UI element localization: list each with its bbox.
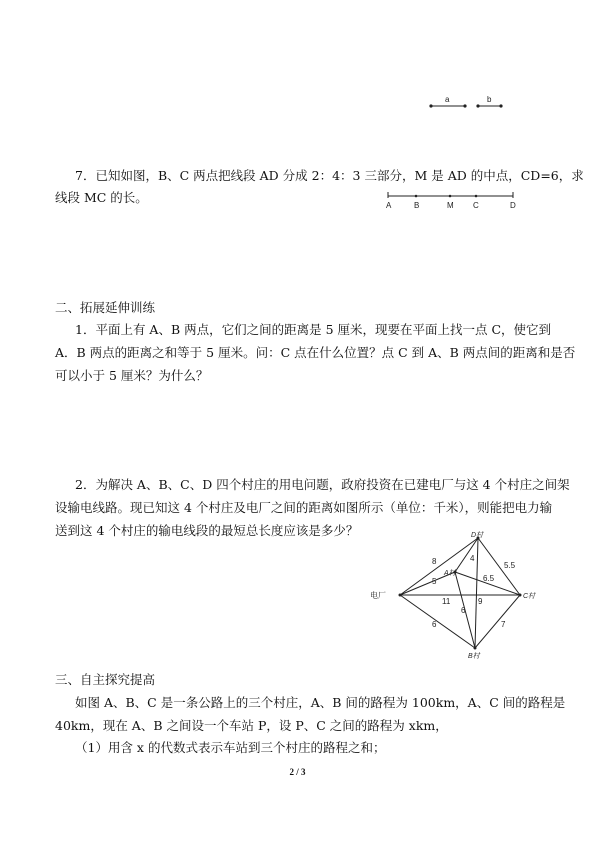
edge-label-plant-a: 5: [432, 577, 437, 586]
segment-ad-figure: [383, 190, 518, 212]
segment-a-label: a: [445, 95, 450, 104]
edge-label-d-b: 9: [478, 597, 483, 606]
s2-q2-line2: 设输电线路。现已知这 4 个村庄及电厂之间的距离如图所示（单位：千米），则能把电力输: [55, 500, 553, 515]
power-line-diagram: [370, 530, 555, 660]
page-number: 2 / 3: [289, 767, 306, 777]
s2-q2-line3: 送到这 4 个村庄的输电线段的最短总长度应该是多少？: [55, 523, 359, 538]
edge-label-d-c: 5.5: [504, 561, 516, 570]
s3-line3: （1）用含 x 的代数式表示车站到三个村庄的路程之和；: [75, 740, 386, 755]
edge-label-d-a: 4: [470, 554, 475, 563]
point-m-label: M: [447, 201, 454, 210]
point-c-label: C: [473, 201, 479, 210]
q7-line2: 线段 MC 的长。: [55, 190, 148, 205]
point-d-label: D: [510, 201, 516, 210]
section3-heading: 三、自主探究提高: [55, 672, 156, 687]
s2-q1-line2: A．B 两点的距离之和等于 5 厘米。问：C 点在什么位置？点 C 到 A、B 两点间的距离和是否: [55, 345, 576, 360]
edge-label-a-c: 6.5: [483, 574, 495, 583]
point-b-label: B: [414, 201, 420, 210]
s3-line1: 如图 A、B、C 是一条公路上的三个村庄，A、B 间的路程为 100km，A、C 间的路程是: [75, 695, 566, 710]
section2-heading: 二、拓展延伸训练: [55, 300, 156, 315]
village-b-label: B村: [468, 653, 480, 660]
edge-label-c-b: 7: [501, 620, 506, 629]
village-d-label: D村: [471, 532, 484, 539]
s2-q1-line3: 可以小于 5 厘米？为什么？: [55, 368, 209, 383]
power-plant-label: 电厂: [370, 591, 386, 600]
village-c-label: C村: [523, 593, 536, 600]
s2-q2-line1: 2．为解决 A、B、C、D 四个村庄的用电问题，政府投资在已建电厂与这 4 个村庄之间架: [75, 477, 570, 492]
edge-label-plant-b: 6: [432, 620, 437, 629]
edge-label-a-b: 6: [461, 606, 466, 615]
s2-q1-line1: 1．平面上有 A、B 两点，它们之间的距离是 5 厘米，现要在平面上找一点 C，使它到: [75, 322, 552, 337]
village-a-label: A村: [444, 570, 456, 577]
edge-label-plant-c: 11: [442, 597, 451, 606]
s3-line2: 40km，现在 A、B 之间设一个车站 P，设 P、C 之间的路程为 xkm，: [55, 718, 448, 733]
q7-line1: 7．已知如图，B、C 两点把线段 AD 分成 2：4：3 三部分，M 是 AD 的中点，CD=6，求: [75, 168, 584, 183]
segment-b-label: b: [487, 95, 492, 104]
point-a-label: A: [386, 201, 392, 210]
segments-ab-figure: [425, 92, 510, 112]
edge-label-plant-d: 8: [432, 557, 437, 566]
